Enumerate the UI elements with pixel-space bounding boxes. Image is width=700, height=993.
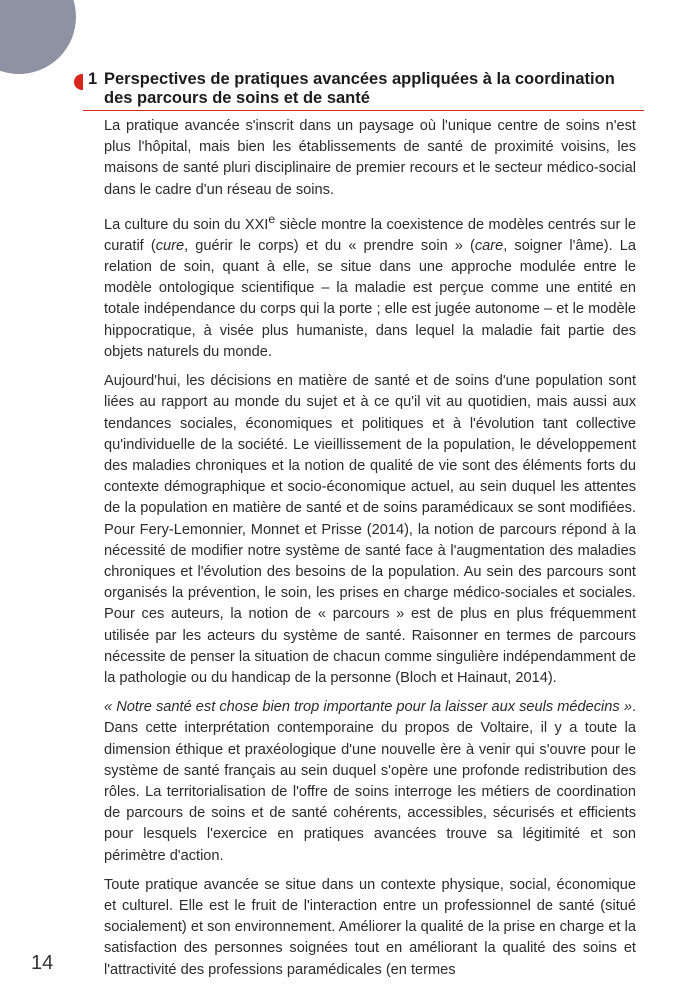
section-number: 1 <box>88 70 98 88</box>
section-heading <box>74 70 644 111</box>
paragraph-1: La pratique avancée s'inscrit dans un paysage où l'unique centre de soins n'est plus l'hôpital, mais bien les établissements de santé de proximité voisins, les maisons de santé pluri disciplinaire de premier recours et le secteur médico-social dans le cadre d'un réseau de soins. <box>104 118 636 198</box>
body-text <box>104 116 636 989</box>
voltaire-quote: « Notre santé est chose bien trop importante pour la laisser aux seuls médecins » <box>104 699 632 716</box>
paragraph-4: « Notre santé est chose bien trop importante pour la laisser aux seuls médecins ». Dans cette interprétation contemporaine du propos de Voltaire, il y a toute la dimension éthique et praxéologique d'une nouvelle ère à venir qui s'ouvre pour le système de santé français au sein duquel s'opère une profonde redistribution des rôles. La territorialisation de l'offre de soins interroge les métiers de coordination de parcours de soins et de santé cohérents, accessibles, sécurisés et efficients pour lesquels l'exercice en pratiques avancées trouve sa légitimité et son périmètre d'action. <box>104 699 636 864</box>
heading-marker-icon <box>74 74 83 90</box>
paragraph-2: La culture du soin du XXIe siècle montre la coexistence de modèles centrés sur le curatif (cure, guérir le corps) et du « prendre soin » (care, soigner l'âme). La relation de soin, quant à elle, se situe dans une approche modulée entre le modèle ontologique scientifique – la maladie est perçue comme une entité en totale indépendance du corps qui la porte ; elle est jugée autonome – et le modèle hippocratique, à visée plus humaniste, dans lequel la maladie fait partie des objets naturels du monde. <box>104 211 637 360</box>
page-number: 14 <box>31 952 54 974</box>
corner-decoration-disc <box>0 0 76 74</box>
section-title: Perspectives de pratiques avancées appliquées à la coordination des parcours de soins et de santé <box>104 70 644 111</box>
paragraph-5: Toute pratique avancée se situe dans un contexte physique, social, économique et culturel. Elle est le fruit de l'interaction entre un professionnel de santé (situé socialement) et son environnement. Améliorer la qualité de la prise en charge et la satisfaction des personnes soignées tout en améliorant la qualité des soins et l'attractivité des professions paramédicales (en termes <box>104 876 636 978</box>
paragraph-3: Aujourd'hui, les décisions en matière de santé et de soins d'une population sont liées au rapport au monde du sujet et à ce qu'il vit au quotidien, mais aussi aux tendances sociales, économiques et politiques et à l'évolution tant collective qu'individuelle de la société. Le vieillissement de la population, le développement des maladies chroniques et la notion de qualité de vie sont des éléments forts du contexte démographique et socio-économique actuel, au sein duquel les attentes de la population en matière de santé et de soins paramédicaux se sont modifiées. Pour Fery-Lemonnier, Monnet et Prisse (2014), la notion de parcours répond à la nécessité de modifier notre système de santé face à l'augmentation des maladies chroniques et l'évolution des besoins de la population. Au sein des parcours sont organisés la prévention, le soin, les prises en charge médico-sociales et sociales. Pour ces auteurs, la notion de « parcours » est de plus en plus fréquemment utilisée par les acteurs du système de santé. Raisonner en termes de parcours nécessite de penser la situation de chacun comme singulière indépendamment de la pathologie ou du handicap de la personne (Bloch et Hainaut, 2014). <box>104 373 636 686</box>
heading-underline <box>83 110 104 111</box>
